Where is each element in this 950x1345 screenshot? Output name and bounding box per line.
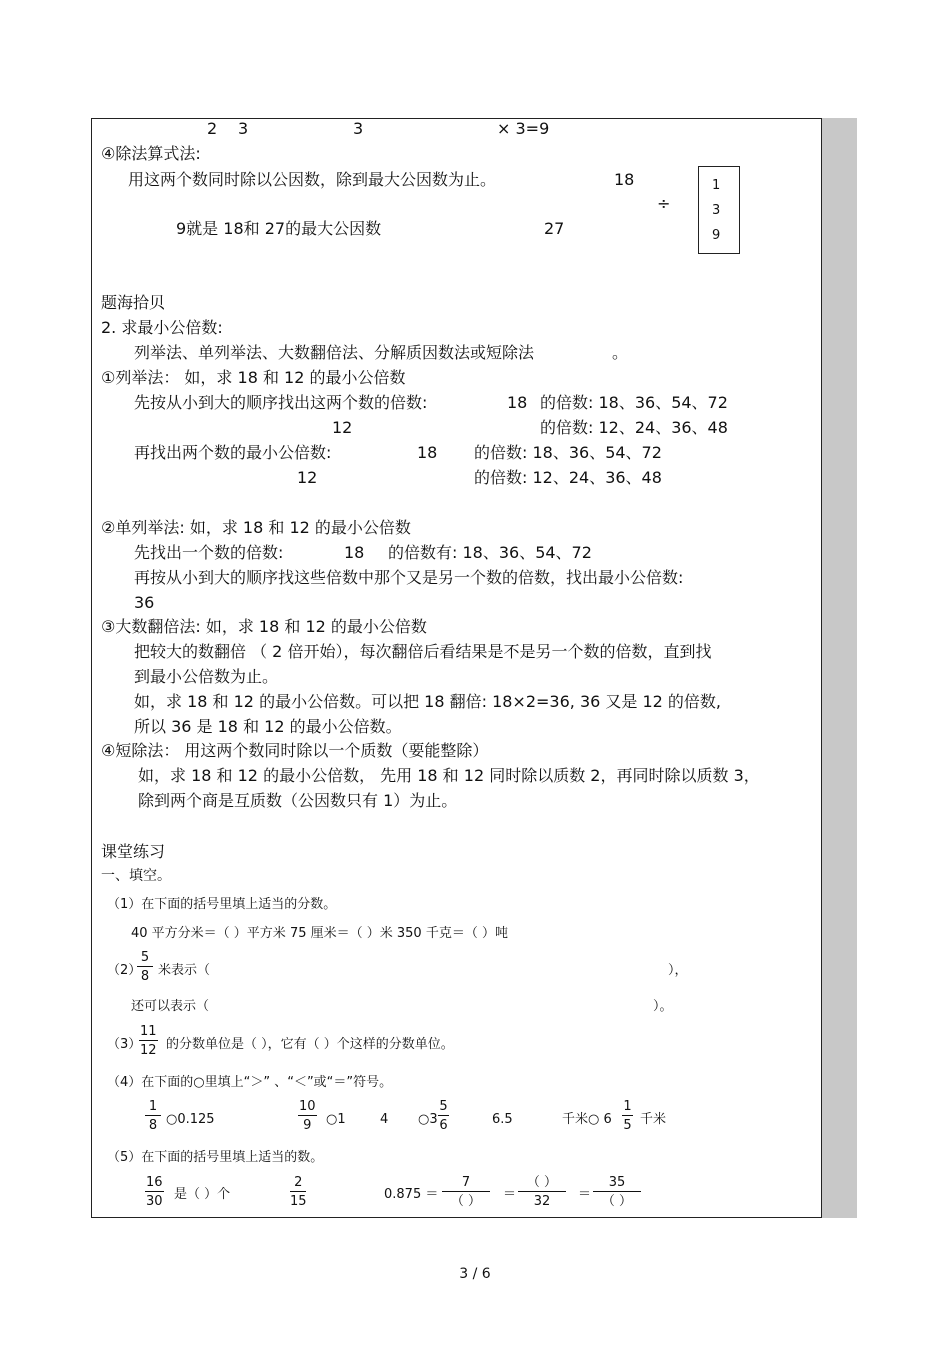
- fraction-16-30: $\frac{16}{30}$: [146, 1175, 163, 1209]
- fraction-5-6: $\frac{5}{6}$: [439, 1099, 448, 1133]
- compare-d-unit2: 千米: [640, 1112, 667, 1127]
- lcm-method1-b12-list: 的倍数: 12、24、36、48: [474, 468, 662, 487]
- question-5: （5）在下面的括号里填上适当的数。: [107, 1150, 324, 1165]
- section-heading-tihai: 题海拾贝: [101, 293, 166, 312]
- fraction-11-12: $\frac{11}{12}$: [140, 1024, 157, 1058]
- lcm-subtitle: 2. 求最小公倍数:: [101, 318, 223, 337]
- method4-desc: 用这两个数同时除以公因数，除到最大公因数为止。: [128, 170, 497, 189]
- lcm-method3-line1: 把较大的数翻倍 （ 2 倍开始），每次翻倍后看结果是不是另一个数的倍数，直到找: [134, 642, 712, 661]
- factor-box-3: 3: [712, 203, 721, 218]
- compare-a: ○0.125: [166, 1112, 215, 1127]
- lcm-method1-b18-list: 的倍数: 18、36、54、72: [474, 443, 662, 462]
- fraction-5-8: $\frac{5}{8}$: [137, 951, 153, 983]
- lcm-method1-a18-list: 的倍数: 18、36、54、72: [540, 393, 728, 412]
- method4-title: ④除法算式法:: [101, 144, 201, 163]
- lcm-method1-b12: 12: [297, 468, 318, 487]
- lcm-method1-step1: 先按从小到大的顺序找出这两个数的倍数:: [134, 393, 428, 412]
- lcm-method1-title: ①列举法： 如，求 18 和 12 的最小公倍数: [101, 368, 406, 387]
- fraction-1-8: $\frac{1}{8}$: [145, 1100, 161, 1132]
- question-2-close: ），: [668, 963, 688, 978]
- factor-box-1: 1: [712, 178, 721, 193]
- compare-d-left: 6.5: [492, 1112, 513, 1127]
- question-1-line: 40 平方分米＝（ ）平方米 75 厘米＝（ ）米 350 千克＝（ ）吨: [131, 926, 508, 941]
- row1-num-a: 2: [207, 119, 218, 138]
- lcm-methods-end: 。: [612, 343, 629, 362]
- lcm-methods: 列举法、单列举法、大数翻倍法、分解质因数法或短除法: [134, 343, 535, 362]
- fraction-10-9: $\frac{10}{9}$: [299, 1099, 316, 1133]
- compare-b: ○1: [326, 1112, 346, 1127]
- side-column: [821, 118, 857, 1218]
- lcm-method3-line4: 所以 36 是 18 和 12 的最小公倍数。: [134, 717, 402, 736]
- question-5-decimal: 0.875 ＝: [384, 1187, 439, 1202]
- lcm-method1-a18: 18: [507, 393, 528, 412]
- lcm-method1-b18: 18: [417, 443, 438, 462]
- method4-num-27: 27: [544, 219, 565, 238]
- question-2-label: （2）: [107, 963, 142, 978]
- lcm-method2-answer: 36: [134, 593, 155, 612]
- practice-heading: 课堂练习: [101, 842, 166, 861]
- lcm-method1-a12: 12: [332, 418, 353, 437]
- lcm-method4-title: ④短除法： 用这两个数同时除以一个质数（要能整除）: [101, 741, 489, 760]
- fraction-blank-32: （ ） 32: [518, 1176, 566, 1208]
- equals-2: ＝: [578, 1187, 592, 1202]
- page-number: 3 / 6: [459, 1266, 491, 1282]
- fraction-35-blank: 35 （ ）: [593, 1176, 641, 1208]
- question-2b-close: ）。: [653, 999, 673, 1014]
- fraction-2-15: $\frac{2}{15}$: [290, 1175, 307, 1209]
- compare-c-circle: ○3: [418, 1112, 438, 1127]
- equals-1: ＝: [503, 1187, 517, 1202]
- question-1: （1）在下面的括号里填上适当的分数。: [107, 897, 337, 912]
- lcm-method3-title: ③大数翻倍法: 如，求 18 和 12 的最小公倍数: [101, 617, 427, 636]
- lcm-method1-step2: 再找出两个数的最小公倍数:: [134, 443, 332, 462]
- row1-num-b: 3: [238, 119, 249, 138]
- compare-d-unit: 千米○ 6: [562, 1112, 612, 1127]
- lcm-method3-line3: 如，求 18 和 12 的最小公倍数。可以把 18 翻倍: 18×2=36, 36 又是 12 的倍数,: [134, 692, 722, 711]
- division-sign: ÷: [657, 194, 671, 213]
- method4-num-18: 18: [614, 170, 635, 189]
- lcm-method2-list: 的倍数有: 18、36、54、72: [388, 543, 592, 562]
- lcm-method4-line2: 除到两个商是互质数（公因数只有 1）为止。: [138, 791, 458, 810]
- question-2b-text: 还可以表示（: [131, 999, 210, 1014]
- method4-conclusion: 9就是 18和 27的最大公因数: [176, 219, 382, 238]
- question-5-a-text: 是（ ）个: [174, 1187, 231, 1202]
- row1-num-c: 3: [353, 119, 364, 138]
- lcm-method3-line2: 到最小公倍数为止。: [134, 667, 279, 686]
- question-3-label: （3）: [107, 1037, 142, 1052]
- lcm-method2-step2: 再按从小到大的顺序找这些倍数中那个又是另一个数的倍数，找出最小公倍数:: [134, 568, 684, 587]
- question-3-text: 的分数单位是（ ），它有（ ）个这样的分数单位。: [166, 1037, 454, 1052]
- row1-product: × 3=9: [497, 119, 550, 138]
- lcm-method4-line1: 如，求 18 和 12 的最小公倍数， 先用 18 和 12 同时除以质数 2，再同时除以质数 3，: [138, 766, 760, 785]
- fraction-1-5: $\frac{1}{5}$: [623, 1099, 632, 1133]
- lcm-method2-title: ②单列举法: 如，求 18 和 12 的最小公倍数: [101, 518, 411, 537]
- lcm-method2-num18: 18: [344, 543, 365, 562]
- fraction-7-blank: 7 （ ）: [442, 1176, 490, 1208]
- lcm-method1-a12-list: 的倍数: 12、24、36、48: [540, 418, 728, 437]
- question-2-text: 米表示（: [158, 963, 211, 978]
- question-4: （4）在下面的○里填上“＞” 、“＜”或“＝”符号。: [107, 1075, 393, 1090]
- factor-box-9: 9: [712, 228, 721, 243]
- lcm-method2-step1: 先找出一个数的倍数:: [134, 543, 284, 562]
- practice-section-1: 一、填空。: [101, 868, 171, 884]
- compare-c-left: 4: [380, 1112, 389, 1127]
